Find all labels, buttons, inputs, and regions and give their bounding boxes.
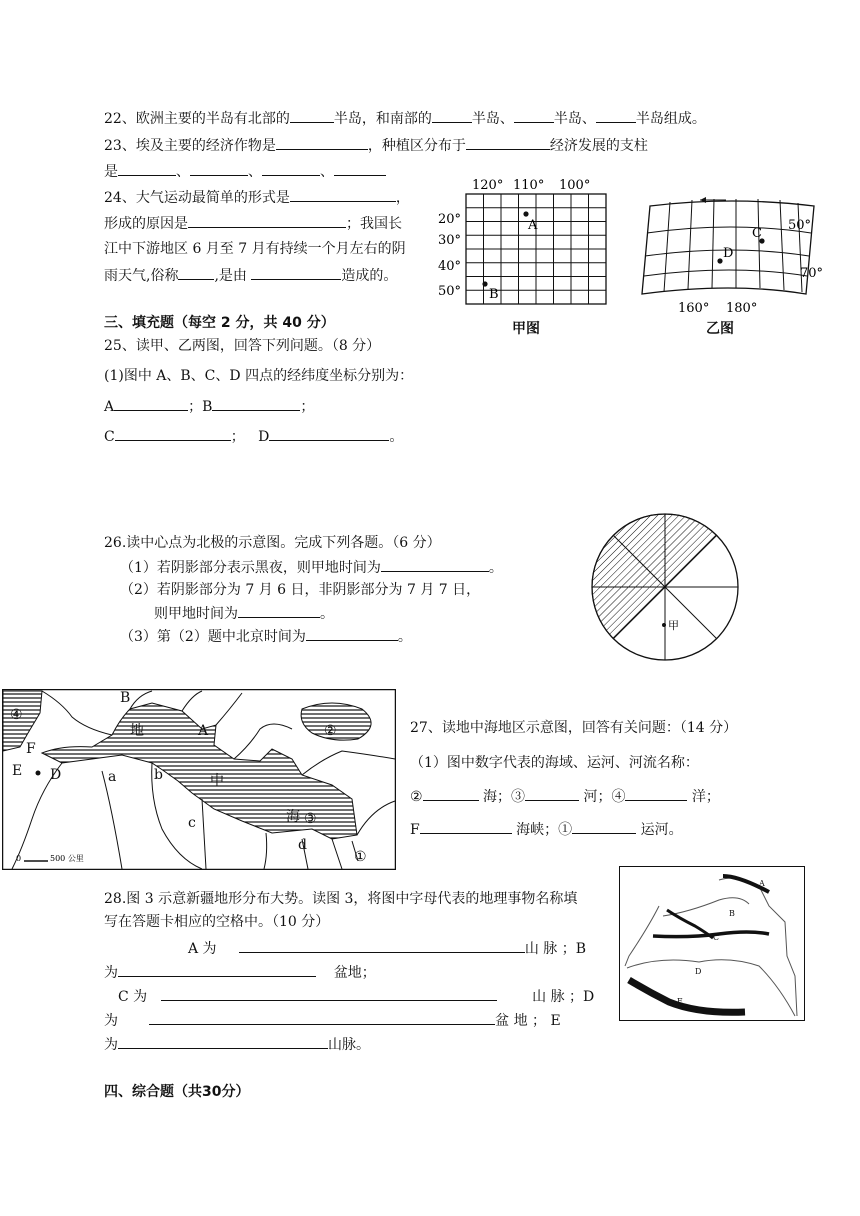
q27-blank-sea[interactable] (423, 786, 479, 801)
q26-sub3: （3）第（2）题中北京时间为 。 (120, 626, 412, 647)
q24-line-4: 雨天气,俗称 ,是由 造成的。 (104, 265, 397, 286)
map-label-F: F (26, 741, 36, 757)
q26-sub1: （1）若阴影部分表示黑夜，则甲地时间为 。 (120, 557, 503, 578)
lat-label-30: 30° (438, 233, 462, 248)
lon-label-180: 180° (726, 301, 758, 316)
map-label-di: 地 (130, 723, 144, 739)
section-4-title: 四、综合题（共30分） (104, 1084, 250, 1100)
q27-blank-canal[interactable] (572, 819, 636, 834)
q27-sub1: （1）图中数字代表的海域、运河、河流名称： (410, 755, 699, 771)
figure-jia-svg (432, 176, 622, 338)
lat-label-50: 50° (438, 284, 462, 299)
q28-c: C 为 山 脉 ；D (118, 986, 594, 1007)
q26-blank-1[interactable] (381, 557, 489, 572)
section-3-title: 三、填充题（每空 2 分，共 40 分） (104, 315, 335, 331)
q25-blank-a[interactable] (114, 396, 188, 411)
q25-blank-b[interactable] (212, 396, 300, 411)
q24-blank-3[interactable] (178, 265, 214, 280)
q22-line: 22、欧洲主要的半岛有北部的 半岛，和南部的 半岛、 半岛、 半岛组成。 (104, 108, 706, 129)
q27-title: 27、读地中海地区示意图，回答有关问题：（14 分） (410, 720, 738, 736)
point-b-dot (482, 281, 487, 286)
map-label-b: b (154, 767, 163, 783)
map-label-D: D (50, 767, 62, 783)
xinjiang-map-svg (619, 866, 805, 1021)
q22-blank-4[interactable] (596, 108, 636, 123)
point-a-dot (523, 211, 528, 216)
q25-line-ab: A ；B ； (104, 396, 314, 417)
q28-line-2: 写在答题卡相应的空格中。（10 分） (104, 914, 330, 930)
q26-title: 26.读中心点为北极的示意图。完成下列各题。（6 分） (104, 535, 441, 551)
lon-label-110: 110° (513, 178, 545, 193)
point-d-dot (717, 258, 722, 263)
map-label-zhong: 中 (210, 773, 224, 789)
q23-line-1: 23、埃及主要的经济作物是 ，种植区分布于 经济发展的支柱 (104, 135, 648, 156)
q23-blank-2[interactable] (466, 135, 550, 150)
map-label-B: B (120, 690, 131, 706)
lat-label-70: 70° (800, 266, 824, 281)
xj-label-B: B (729, 909, 735, 918)
q26-sub2: （2）若阴影部分为 7 月 6 日，非阴影部分为 7 月 7 日， (120, 582, 481, 598)
lon-label-100: 100° (559, 178, 591, 193)
q26-sub2b: 则甲地时间为 。 (154, 603, 334, 624)
map-label-3: ③ (304, 811, 317, 827)
map-scale-label: 500 公里 (50, 854, 84, 863)
lon-label-160: 160° (678, 301, 710, 316)
polar-figure-svg (590, 512, 742, 662)
q23-blank-3[interactable] (118, 161, 176, 176)
q28-e: 为 山脉。 (104, 1034, 370, 1055)
q27-blank-strait[interactable] (420, 819, 512, 834)
mediterranean-map (2, 689, 396, 870)
q27-blank-ocean[interactable] (625, 786, 687, 801)
q25-title: 25、读甲、乙两图，回答下列问题。（8 分） (104, 338, 381, 354)
lon-label-120: 120° (472, 178, 504, 193)
lat-label-20: 20° (438, 212, 462, 227)
q23-blank-5[interactable] (262, 161, 320, 176)
map-label-4: ④ (10, 707, 23, 723)
shaded-sector-top-right (665, 514, 717, 587)
q24-blank-4[interactable] (251, 265, 341, 280)
q27-blank-river[interactable] (525, 786, 579, 801)
q25-sub1: (1)图中 A、B、C、D 四点的经纬度坐标分别为： (104, 368, 414, 384)
point-jia-dot (662, 623, 666, 627)
q23-blank-4[interactable] (190, 161, 248, 176)
map-label-hai: 海 (286, 809, 300, 825)
q23-blank-1[interactable] (276, 135, 368, 150)
q28-a: A 为 山 脉 ；B (188, 938, 586, 959)
q23-blank-6[interactable] (334, 161, 386, 176)
q24-line-1: 24、大气运动最简单的形式是 ， (104, 187, 410, 208)
q24-line-3: 江中下游地区 6 月至 7 月有持续一个月左右的阴 (104, 241, 406, 257)
q25-blank-d[interactable] (269, 426, 389, 441)
q25-line-cd: C ； D 。 (104, 426, 403, 447)
mediterranean-map-svg (2, 689, 396, 870)
q26-blank-3[interactable] (306, 626, 398, 641)
polar-figure (590, 512, 742, 662)
q28-line-1: 28.图 3 示意新疆地形分布大势。读图 3，将图中字母代表的地理事物名称填 (104, 891, 578, 907)
q28-blank-e[interactable] (118, 1034, 328, 1049)
xj-label-C: C (713, 933, 720, 942)
map-label-E: E (12, 763, 23, 779)
xinjiang-map (619, 866, 805, 1021)
q24-blank-1[interactable] (290, 187, 396, 202)
figure-yi (640, 188, 830, 318)
xj-label-E: E (677, 997, 683, 1006)
q24-line-2: 形成的原因是 ；我国长 (104, 213, 402, 234)
q28-b: 为 盆地； (104, 962, 376, 983)
q28-blank-b[interactable] (118, 962, 316, 977)
xj-label-D: D (695, 967, 702, 976)
q28-blank-a[interactable] (239, 938, 525, 953)
xj-label-A: A (759, 879, 765, 888)
q25-blank-c[interactable] (115, 426, 231, 441)
q27-line-3: ② 海；③ 河；④ 洋； (410, 786, 720, 807)
q27-line-4: F 海峡；① 运河。 (410, 819, 683, 840)
figure-yi-caption: 乙图 (706, 321, 734, 337)
map-scale-zero: 0 (16, 854, 22, 863)
figure-jia-caption: 甲图 (512, 321, 540, 337)
q26-blank-2[interactable] (238, 603, 320, 618)
q22-blank-3[interactable] (514, 108, 554, 123)
point-c-label: C (752, 226, 762, 241)
point-b-label: B (489, 287, 499, 302)
figure-yi-svg (640, 188, 830, 318)
figure-jia (432, 176, 622, 338)
q22-blank-1[interactable] (290, 108, 334, 123)
map-point-E (36, 771, 41, 776)
point-a-label: A (528, 218, 538, 233)
map-label-2: ② (324, 723, 337, 739)
q22-blank-2[interactable] (432, 108, 472, 123)
map-label-d: d (298, 837, 307, 853)
map-label-A: A (198, 723, 209, 739)
lat-label-40: 40° (438, 259, 462, 274)
point-d-label: D (723, 246, 734, 261)
q28-d: 为 盆 地 ； E (104, 1010, 561, 1031)
point-jia-label: 甲 (668, 619, 679, 632)
q24-blank-2[interactable] (188, 213, 346, 228)
lat-label-50: 50° (788, 218, 812, 233)
q28-blank-c[interactable] (161, 986, 497, 1001)
map-label-a: a (108, 769, 117, 785)
map-label-1: ① (354, 849, 367, 865)
map-label-c: c (188, 815, 196, 831)
q23-line-2: 是 、 、 、 (104, 161, 386, 182)
q28-blank-d[interactable] (149, 1010, 495, 1025)
